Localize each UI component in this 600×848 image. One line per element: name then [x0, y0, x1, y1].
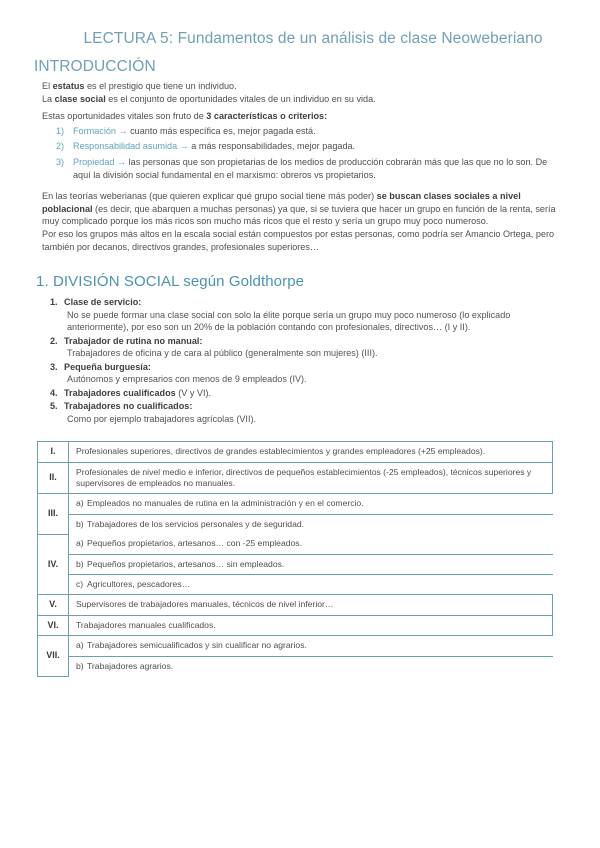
intro-line2-bold: clase social	[54, 93, 106, 104]
list-item	[56, 156, 566, 181]
list-item-number: 1.	[50, 297, 58, 308]
paragraph-weber-poblacional	[42, 190, 566, 228]
list-item-number: 3.	[50, 361, 58, 372]
criterion-term: Responsabilidad asumida	[73, 141, 178, 152]
subrow-cell	[69, 514, 553, 534]
table-cell-subgroup	[69, 636, 553, 676]
section-heading-division-social: 1. DIVISIÓN SOCIAL según Goldthorpe	[36, 273, 305, 291]
table-subrow	[69, 574, 553, 594]
list-item-number: 3)	[56, 156, 65, 167]
table-row	[38, 534, 553, 595]
criterion-text: cuanto más específica es, mejor pagada está.	[130, 125, 316, 136]
list-item-number: 1)	[56, 125, 65, 136]
table-row	[38, 442, 553, 462]
subrow-text: Pequeños propietarios, artesanos… con -25 empleados.	[87, 538, 302, 549]
table-subrow	[69, 656, 553, 676]
division-description: Como por ejemplo trabajadores agrícolas (VII).	[67, 413, 257, 424]
intro-line1-prefix: El	[42, 81, 53, 91]
subrow-label: a)	[76, 538, 84, 549]
subrow-text: Trabajadores semicualificados y sin cualificar no agrarios.	[87, 640, 307, 651]
table-cell-text: Profesionales superiores, directivos de grandes establecimientos y grandes empleadores (+25 empleados).	[69, 442, 553, 462]
table-subrow	[69, 636, 553, 656]
table-row	[38, 494, 553, 534]
weber-text-b: (es decir, que abarquen a muchas personas) ya que, si se tuviera que hacer un grupo en función de la renta, sería muy complicado porque los más ricos son mucho más ricos que el resto y sería un grupo muy poco numeroso.	[42, 203, 556, 227]
arrow-icon: →	[115, 125, 131, 136]
table-cell-text: Supervisores de trabajadores manuales, técnicos de nivel inferior…	[69, 595, 553, 615]
subrow-label: b)	[76, 660, 84, 671]
division-term: Pequeña burguesía:	[64, 361, 151, 372]
table-row-numeral: VI.	[38, 615, 69, 635]
list-item	[56, 140, 566, 153]
table-cell-subgroup	[69, 534, 553, 595]
list-item	[50, 361, 566, 386]
table-cell-text: Trabajadores manuales cualificados.	[69, 615, 553, 635]
table-row-numeral: V.	[38, 595, 69, 615]
criterion-text: las personas que son propietarias de los medios de producción cobrarán más que las que no lo son. De aquí la división social fundamental en el marxismo: obreros vs propietarios.	[73, 156, 548, 180]
table-row	[38, 615, 553, 635]
subrow-cell	[69, 494, 553, 514]
list-item-number: 5.	[50, 401, 58, 412]
division-term: Trabajadores cualificados	[64, 387, 176, 398]
subrow-label: c)	[76, 578, 84, 589]
intro-line2-suffix: es el conjunto de oportunidades vitales de un individuo en su vida.	[105, 93, 376, 104]
subrow-table	[69, 636, 553, 676]
subrow-label: b)	[76, 518, 84, 529]
intro-line-clase-social	[42, 93, 566, 106]
list-item	[56, 125, 566, 138]
list-item	[50, 387, 566, 400]
criterion-text: a más responsabilidades, mejor pagada.	[191, 141, 356, 152]
table-cell-subgroup	[69, 494, 553, 534]
subrow-text: Empleados no manuales de rutina en la administración y en el comercio.	[87, 498, 364, 509]
division-term: Clase de servicio:	[64, 297, 142, 308]
subrow-text: Trabajadores agrarios.	[87, 660, 174, 671]
division-list	[34, 296, 566, 425]
division-term: Trabajadores no cualificados:	[64, 401, 193, 412]
table-subrow	[69, 534, 553, 554]
subrow-text: Pequeños propietarios, artesanos… sin empleados.	[87, 558, 285, 569]
subrow-text: Agricultores, pescadores…	[87, 578, 191, 589]
arrow-icon: →	[177, 141, 192, 152]
subrow-text: Trabajadores de los servicios personales y de seguridad.	[87, 518, 305, 529]
subrow-cell	[69, 636, 553, 656]
subrow-label: b)	[76, 558, 84, 569]
criterion-term: Propiedad	[73, 156, 115, 167]
subrow-cell	[69, 534, 553, 554]
table-row-numeral: III.	[38, 494, 69, 534]
subrow-label: a)	[76, 498, 84, 509]
subrow-table	[69, 494, 553, 534]
intro-line2-prefix: La	[42, 93, 55, 104]
table-row	[38, 595, 553, 615]
division-description: Autónomos y empresarios con menos de 9 empleados (IV).	[67, 374, 307, 385]
intro-line-criterios	[42, 110, 566, 123]
document-title: LECTURA 5: Fundamentos de un análisis de clase Neoweberiano	[83, 30, 543, 47]
intro-line1-bold: estatus	[52, 81, 85, 91]
criterion-term: Formación	[73, 125, 116, 136]
list-item	[50, 400, 566, 425]
table-subrow	[69, 494, 553, 514]
table-subrow	[69, 554, 553, 574]
list-item-number: 4.	[50, 387, 58, 398]
list-item	[50, 296, 566, 334]
division-description: No se puede formar una clase social con solo la élite porque sería un grupo muy poco numeroso (lo explicado anteriormente), por eso son un 20% de la población contando con profesionales, directivos… (I y II).	[67, 309, 511, 333]
table-row	[38, 462, 553, 494]
table-row-numeral: I.	[38, 442, 69, 462]
list-item	[50, 335, 566, 360]
intro-line1-suffix: es el prestigio que tiene un individuo.	[84, 81, 237, 91]
table-row-numeral: IV.	[38, 534, 69, 595]
section-heading-introduccion: INTRODUCCIÓN	[34, 58, 156, 75]
paragraph-grupos-altos: Por eso los grupos más altos en la escala social están compuestos por estas personas, como podría ser Amancio Ortega, pero también por decanos, directivos grandes, profesionales superiores…	[42, 228, 555, 252]
subrow-table	[69, 534, 553, 594]
class-schema-table	[37, 441, 553, 676]
table-cell-text: Profesionales de nivel medio e inferior, directivos de pequeños establecimientos (-25 empleados), técnicos superiores y supervisores de empleados no manuales.	[69, 462, 553, 494]
subrow-cell	[69, 574, 553, 594]
subrow-cell	[69, 656, 553, 676]
arrow-icon: →	[114, 156, 129, 167]
division-description: Trabajadores de oficina y de cara al público (generalmente son mujeres) (III).	[67, 348, 378, 359]
table-row-numeral: II.	[38, 462, 69, 494]
division-term: Trabajador de rutina no manual:	[64, 335, 203, 346]
list-item-number: 2.	[50, 335, 58, 346]
intro-line-estatus	[42, 80, 566, 93]
table-subrow	[69, 514, 553, 534]
table-row	[38, 636, 553, 676]
intro-line3-prefix: Estas oportunidades vitales son fruto de	[42, 111, 207, 122]
weber-text-a: En las teorías weberianas (que quieren explicar qué grupo social tiene más poder)	[42, 191, 377, 202]
subrow-label: a)	[76, 640, 84, 651]
intro-line3-bold: 3 características o criterios:	[206, 111, 328, 122]
subrow-cell	[69, 554, 553, 574]
criteria-list	[34, 125, 566, 181]
table-row-numeral: VII.	[38, 636, 69, 676]
weber-bold-phrase: se buscan clases sociales a nivel poblacional	[42, 191, 521, 214]
list-item-number: 2)	[56, 141, 65, 152]
division-inline-suffix: (V y VI).	[175, 387, 212, 398]
